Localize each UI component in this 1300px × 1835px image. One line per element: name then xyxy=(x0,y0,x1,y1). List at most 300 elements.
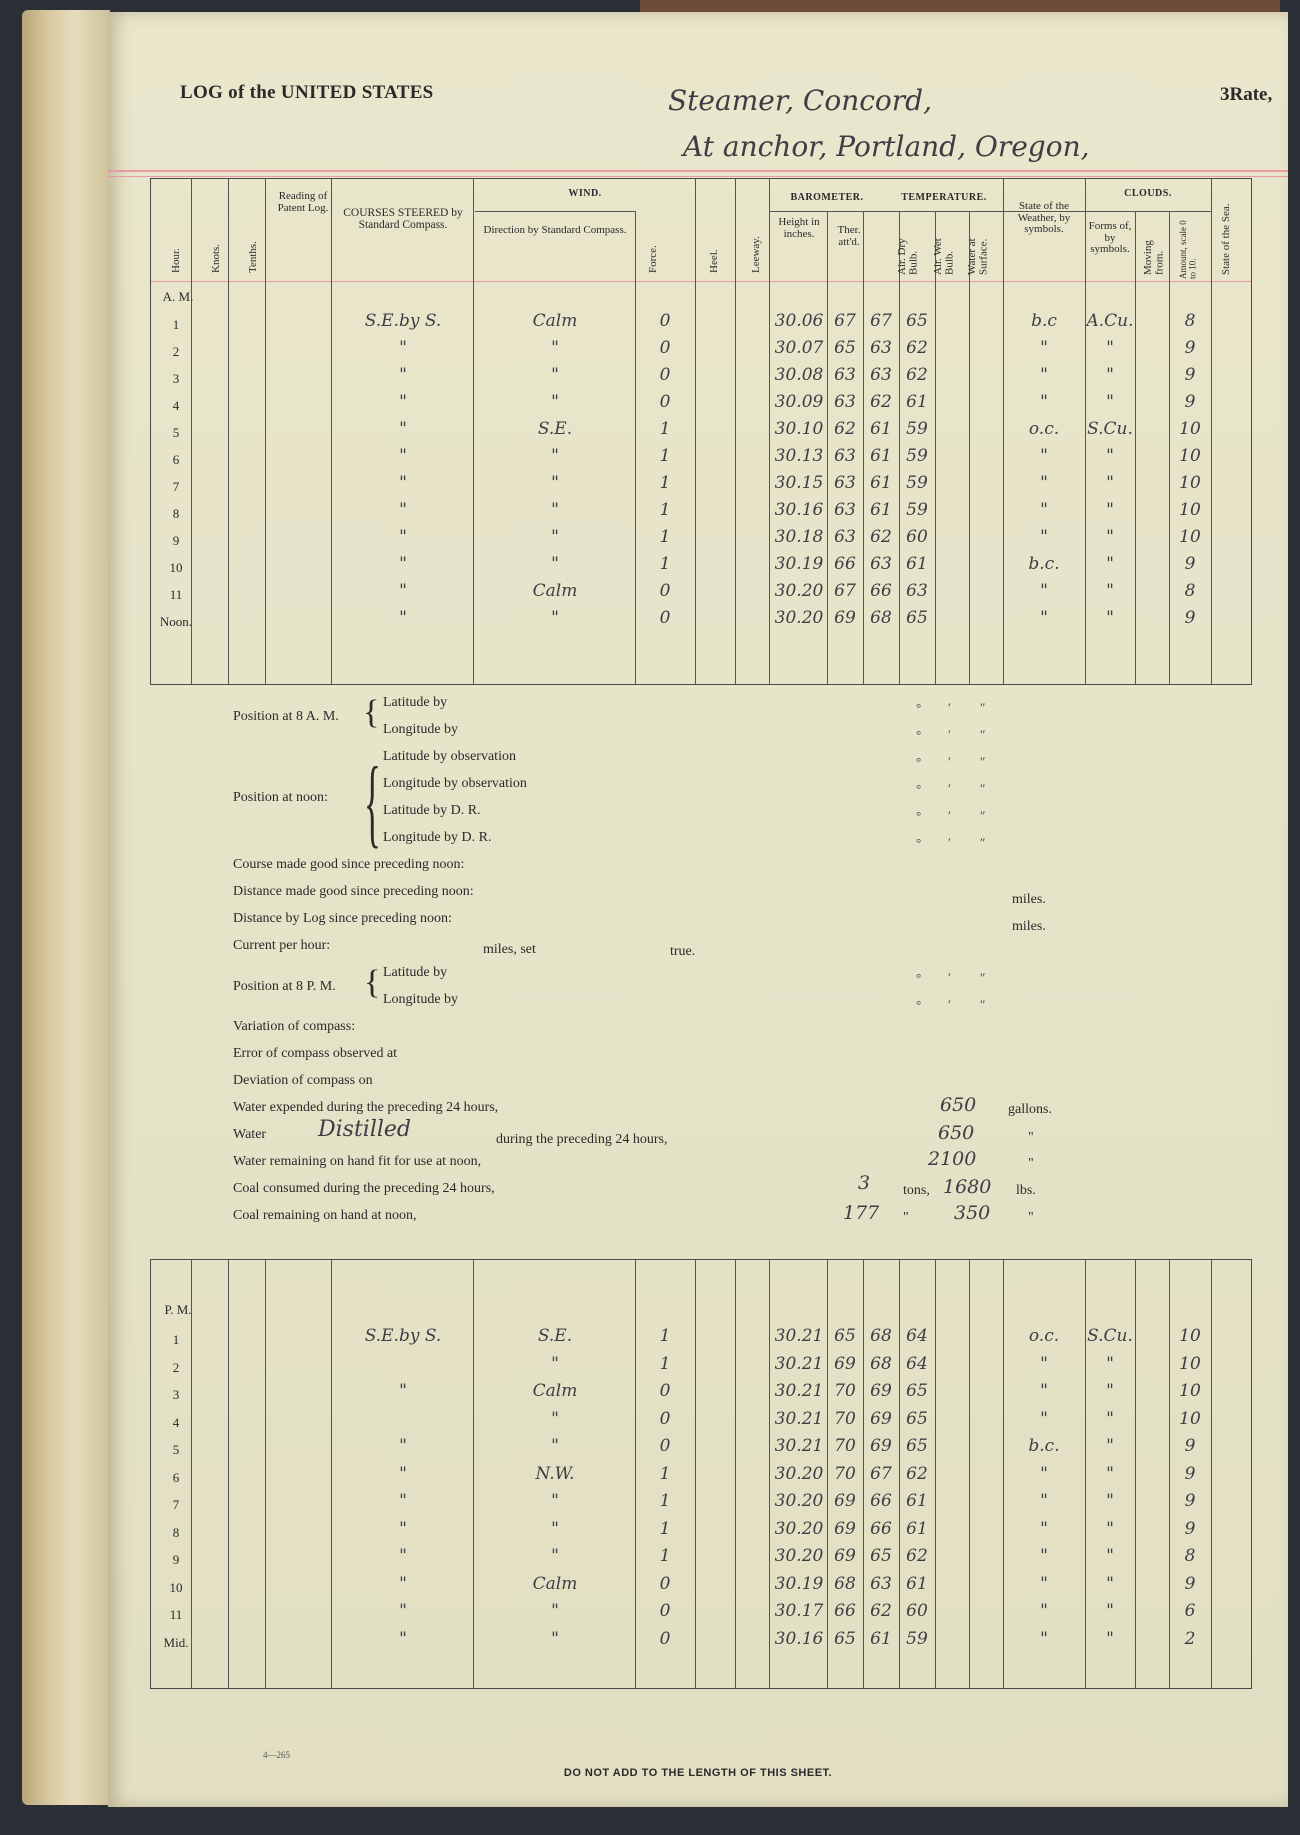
baro-height-cell: 30.20 xyxy=(774,581,824,601)
cloud-amount-cell: 10 xyxy=(1179,1326,1201,1346)
wind-direction-cell: " xyxy=(551,1546,559,1566)
table-divider xyxy=(475,211,635,212)
label-miles-made: miles. xyxy=(1012,892,1046,907)
ther-att-cell: 69 xyxy=(834,1353,856,1374)
brace: { xyxy=(364,746,381,857)
weather-cell: " xyxy=(1040,446,1048,466)
course-cell: " xyxy=(399,392,407,412)
cloud-forms-cell: " xyxy=(1106,500,1114,520)
weather-cell: " xyxy=(1040,1408,1048,1429)
wet-bulb-cell: 64 xyxy=(906,1326,928,1346)
wet-bulb-cell: 62 xyxy=(906,1546,928,1566)
wind-direction-cell: " xyxy=(551,392,559,412)
cloud-amount-cell: 9 xyxy=(1184,1463,1196,1484)
hour-label: 10 xyxy=(169,560,183,575)
course-cell: " xyxy=(399,473,407,493)
cloud-forms-cell: " xyxy=(1106,365,1114,385)
label-long-dr: Longitude by D. R. xyxy=(383,830,492,845)
table-divider xyxy=(331,1260,332,1688)
cloud-amount-cell: 8 xyxy=(1184,581,1196,601)
ther-att-cell: 70 xyxy=(834,1381,856,1401)
col-cloud-amount: Amount, scale 0 to 10. xyxy=(1178,220,1198,279)
cloud-forms-cell: " xyxy=(1106,1628,1114,1649)
ther-att-cell: 69 xyxy=(834,1491,856,1511)
wet-bulb-cell: 65 xyxy=(906,1408,928,1429)
weather-cell: o.c. xyxy=(1028,1326,1060,1346)
dry-bulb-cell: 62 xyxy=(870,527,892,547)
hour-label: 2 xyxy=(172,344,180,359)
wind-force-cell: 0 xyxy=(659,365,671,385)
brace: { xyxy=(363,694,380,731)
course-cell: " xyxy=(399,365,407,385)
cloud-amount-cell: 10 xyxy=(1179,527,1201,547)
hour-label: 8 xyxy=(172,1524,180,1540)
dry-bulb-cell: 69 xyxy=(870,1381,892,1401)
hour-label: 6 xyxy=(172,1469,180,1485)
wind-force-cell: 0 xyxy=(659,1436,671,1456)
pm-log-table xyxy=(150,1259,1252,1689)
dry-bulb-cell: 61 xyxy=(870,1628,892,1649)
am-label: A. M. xyxy=(162,289,194,304)
hour-label: 8 xyxy=(172,506,180,521)
water-expended-value: 650 xyxy=(940,1094,977,1116)
label-long-observation: Longitude by observation xyxy=(383,776,527,791)
wind-direction-cell: " xyxy=(551,1628,559,1649)
table-divider xyxy=(969,1260,970,1688)
wet-bulb-cell: 63 xyxy=(906,581,928,601)
wind-force-cell: 0 xyxy=(659,338,671,358)
wind-direction-cell: Calm xyxy=(532,311,578,331)
coal-remaining-tons: 177 xyxy=(843,1202,880,1224)
wet-bulb-cell: 61 xyxy=(906,1573,928,1594)
dry-bulb-cell: 66 xyxy=(870,1518,892,1539)
dry-bulb-cell: 69 xyxy=(870,1436,892,1456)
weather-cell: " xyxy=(1040,365,1048,385)
angle-unit-mark: ′ xyxy=(948,781,951,796)
cloud-forms-cell: S.Cu. xyxy=(1087,1326,1133,1346)
ther-att-cell: 63 xyxy=(834,500,856,520)
book-page-edges xyxy=(22,10,110,1805)
dry-bulb-cell: 68 xyxy=(870,1326,892,1346)
baro-height-cell: 30.19 xyxy=(774,1573,824,1594)
angle-unit-mark: ° xyxy=(916,727,922,742)
ther-att-cell: 65 xyxy=(834,338,856,358)
hour-label: 7 xyxy=(172,1497,180,1512)
label-course-made-good: Course made good since preceding noon: xyxy=(233,857,465,872)
dry-bulb-cell: 61 xyxy=(870,446,892,466)
wind-direction-cell: " xyxy=(551,1436,559,1456)
wind-force-cell: 1 xyxy=(659,500,671,520)
log-sheet xyxy=(108,12,1288,1807)
col-baro-height: Height in inches. xyxy=(778,216,820,240)
angle-unit-mark: ″ xyxy=(980,727,986,742)
angle-unit-mark: ° xyxy=(916,808,922,823)
baro-height-cell: 30.16 xyxy=(774,1628,824,1649)
ther-att-cell: 63 xyxy=(834,365,856,385)
hour-label: Mid. xyxy=(163,1634,189,1650)
course-cell: " xyxy=(399,500,407,520)
table-divider xyxy=(1211,179,1212,684)
cloud-forms-cell: " xyxy=(1106,1518,1114,1539)
angle-unit-mark: ′ xyxy=(948,835,951,850)
weather-cell: " xyxy=(1040,581,1048,601)
cloud-forms-cell: " xyxy=(1106,581,1114,601)
angle-unit-mark: ″ xyxy=(980,970,986,985)
rule-line xyxy=(108,176,1288,177)
angle-unit-mark: ° xyxy=(916,970,922,985)
label-coal-consumed: Coal consumed during the preceding 24 hours, xyxy=(233,1181,495,1196)
table-divider xyxy=(735,1260,736,1688)
dry-bulb-cell: 69 xyxy=(870,1408,892,1429)
col-cloud-forms: Forms of, by symbols. xyxy=(1088,220,1132,256)
col-dry-bulb: Air. Dry Bulb. xyxy=(896,238,920,275)
hour-label: 2 xyxy=(172,1359,180,1375)
hour-label: 9 xyxy=(172,1552,180,1567)
ther-att-cell: 68 xyxy=(834,1573,856,1594)
dry-bulb-cell: 66 xyxy=(870,581,892,601)
table-divider xyxy=(969,211,970,684)
course-cell: " xyxy=(399,1436,407,1456)
cloud-forms-cell: " xyxy=(1106,446,1114,466)
log-title: LOG of the UNITED STATES xyxy=(180,82,434,103)
hour-label: 3 xyxy=(172,371,180,386)
cloud-amount-cell: 8 xyxy=(1184,311,1196,331)
dry-bulb-cell: 63 xyxy=(870,554,892,574)
wind-force-cell: 1 xyxy=(659,527,671,547)
hour-label: 10 xyxy=(169,1579,183,1595)
dry-bulb-cell: 63 xyxy=(870,365,892,385)
label-true: true. xyxy=(670,944,696,959)
weather-cell: " xyxy=(1040,1491,1048,1511)
cloud-forms-cell: A.Cu. xyxy=(1086,311,1134,331)
wet-bulb-cell: 60 xyxy=(906,1601,928,1621)
wind-direction-cell: " xyxy=(551,1408,559,1429)
cloud-amount-cell: 9 xyxy=(1184,1436,1196,1456)
cloud-forms-cell: " xyxy=(1106,473,1114,493)
dry-bulb-cell: 65 xyxy=(870,1546,892,1566)
wet-bulb-cell: 64 xyxy=(906,1353,928,1374)
table-divider xyxy=(265,1260,266,1688)
course-cell: " xyxy=(399,581,407,601)
label-lat-dr: Latitude by D. R. xyxy=(383,803,481,818)
label-water-remaining: Water remaining on hand fit for use at noon, xyxy=(233,1154,482,1169)
ther-att-cell: 63 xyxy=(834,527,856,547)
label-water-expended: Water expended during the preceding 24 hours, xyxy=(233,1100,499,1115)
baro-height-cell: 30.08 xyxy=(774,365,824,385)
table-divider xyxy=(331,179,332,684)
weather-cell: " xyxy=(1040,1573,1048,1594)
hour-label: 3 xyxy=(172,1387,180,1402)
hour-label: 4 xyxy=(172,398,180,413)
weather-cell: " xyxy=(1040,338,1048,358)
wind-force-cell: 1 xyxy=(659,446,671,466)
cloud-amount-cell: 2 xyxy=(1184,1628,1196,1649)
table-divider xyxy=(1085,211,1211,212)
angle-unit-mark: ″ xyxy=(980,754,986,769)
pm-label: P. M. xyxy=(164,1302,192,1317)
cloud-amount-cell: 9 xyxy=(1184,1518,1196,1539)
dry-bulb-cell: 67 xyxy=(870,311,892,331)
angle-unit-mark: ° xyxy=(916,997,922,1012)
label-position-8pm: Position at 8 P. M. xyxy=(233,979,336,994)
weather-cell: " xyxy=(1040,1518,1048,1539)
wet-bulb-cell: 59 xyxy=(906,473,928,493)
wind-force-cell: 1 xyxy=(659,1463,671,1484)
wind-force-cell: 0 xyxy=(659,1601,671,1621)
ther-att-cell: 65 xyxy=(834,1628,856,1649)
ther-att-cell: 69 xyxy=(834,1518,856,1539)
ther-att-cell: 66 xyxy=(834,1601,856,1621)
water-type-value: Distilled xyxy=(318,1117,412,1142)
baro-height-cell: 30.07 xyxy=(774,338,824,358)
wind-direction-cell: " xyxy=(551,1353,559,1374)
dry-bulb-cell: 66 xyxy=(870,1491,892,1511)
baro-height-cell: 30.19 xyxy=(774,554,824,574)
weather-cell: " xyxy=(1040,1463,1048,1484)
label-miles-set: miles, set xyxy=(483,942,536,957)
ther-att-cell: 70 xyxy=(834,1463,856,1484)
label-lbs: lbs. xyxy=(1016,1183,1036,1198)
course-cell: " xyxy=(399,1463,407,1484)
cloud-amount-cell: 9 xyxy=(1184,392,1196,412)
ther-att-cell: 69 xyxy=(834,608,856,628)
baro-height-cell: 30.21 xyxy=(774,1436,824,1456)
angle-unit-mark: ″ xyxy=(980,997,986,1012)
wet-bulb-cell: 61 xyxy=(906,392,928,412)
ther-att-cell: 66 xyxy=(834,554,856,574)
wind-force-cell: 1 xyxy=(659,1518,671,1539)
wind-direction-cell: " xyxy=(551,1601,559,1621)
weather-cell: b.c. xyxy=(1028,554,1060,574)
cloud-forms-cell: " xyxy=(1106,527,1114,547)
label-water-during: during the preceding 24 hours, xyxy=(496,1132,668,1147)
angle-unit-mark: ° xyxy=(916,835,922,850)
course-cell: " xyxy=(399,608,407,628)
wind-direction-cell: " xyxy=(551,527,559,547)
label-gallons: gallons. xyxy=(1008,1102,1052,1117)
col-weather: State of the Weather, by symbols. xyxy=(1017,200,1071,236)
cloud-forms-cell: " xyxy=(1106,1436,1114,1456)
label-long-by-8am: Longitude by xyxy=(383,722,459,737)
cloud-forms-cell: " xyxy=(1106,1491,1114,1511)
label-lat-by-8pm: Latitude by xyxy=(383,965,448,980)
water-distilled-value: 650 xyxy=(938,1122,975,1144)
wind-direction-cell: " xyxy=(551,365,559,385)
hour-label: Noon. xyxy=(159,614,193,629)
table-divider xyxy=(1135,1260,1136,1688)
baro-height-cell: 30.20 xyxy=(774,608,824,628)
ditto-mark: " xyxy=(1028,1130,1034,1145)
angle-unit-mark: ° xyxy=(916,781,922,796)
cloud-forms-cell: " xyxy=(1106,338,1114,358)
baro-height-cell: 30.10 xyxy=(774,419,824,439)
cloud-forms-cell: " xyxy=(1106,392,1114,412)
angle-unit-mark: ″ xyxy=(980,808,986,823)
dry-bulb-cell: 61 xyxy=(870,500,892,520)
weather-cell: " xyxy=(1040,608,1048,628)
wind-direction-cell: Calm xyxy=(532,1381,578,1401)
wind-direction-cell: " xyxy=(551,1518,559,1539)
form-number: 4—265 xyxy=(263,1750,290,1760)
col-courses: COURSES STEERED by Standard Compass. xyxy=(343,207,463,232)
table-divider xyxy=(265,179,266,684)
weather-cell: " xyxy=(1040,500,1048,520)
footer-notice: DO NOT ADD TO THE LENGTH OF THIS SHEET. xyxy=(563,1767,833,1779)
course-cell: " xyxy=(399,1546,407,1566)
brace: { xyxy=(364,964,381,1001)
wind-direction-cell: " xyxy=(551,554,559,574)
hour-label: 5 xyxy=(172,1442,180,1457)
cloud-amount-cell: 9 xyxy=(1184,338,1196,358)
wind-direction-cell: S.E. xyxy=(537,419,573,439)
ditto-mark: " xyxy=(1028,1156,1034,1171)
wind-direction-cell: Calm xyxy=(532,1573,578,1594)
weather-cell: " xyxy=(1040,1628,1048,1649)
wind-force-cell: 0 xyxy=(659,1573,671,1594)
table-divider xyxy=(473,179,474,684)
course-cell: " xyxy=(399,527,407,547)
baro-height-cell: 30.21 xyxy=(774,1408,824,1429)
wet-bulb-cell: 61 xyxy=(906,1491,928,1511)
wet-bulb-cell: 62 xyxy=(906,365,928,385)
col-hour: Hour. xyxy=(170,248,182,273)
baro-height-cell: 30.20 xyxy=(774,1546,824,1566)
wet-bulb-cell: 65 xyxy=(906,1381,928,1401)
hour-label: 7 xyxy=(172,479,180,494)
wind-direction-cell: " xyxy=(551,1491,559,1511)
table-divider xyxy=(151,281,1251,282)
cloud-forms-cell: " xyxy=(1106,1573,1114,1594)
label-long-by-8pm: Longitude by xyxy=(383,992,459,1007)
cloud-amount-cell: 10 xyxy=(1179,419,1201,439)
hour-label: 5 xyxy=(172,425,180,440)
baro-height-cell: 30.09 xyxy=(774,392,824,412)
wind-direction-cell: Calm xyxy=(532,581,578,601)
wet-bulb-cell: 62 xyxy=(906,338,928,358)
ditto-mark: " xyxy=(1028,1210,1034,1225)
table-divider xyxy=(1135,211,1136,684)
coal-consumed-tons: 3 xyxy=(858,1172,871,1194)
wind-direction-cell: " xyxy=(551,473,559,493)
hour-label: 6 xyxy=(172,452,180,467)
angle-unit-mark: ° xyxy=(916,754,922,769)
weather-cell: " xyxy=(1040,1601,1048,1621)
cloud-forms-cell: " xyxy=(1106,1408,1114,1429)
label-coal-remaining: Coal remaining on hand at noon, xyxy=(233,1208,417,1223)
dry-bulb-cell: 62 xyxy=(870,1601,892,1621)
cloud-amount-cell: 10 xyxy=(1179,1408,1201,1429)
cloud-amount-cell: 9 xyxy=(1184,608,1196,628)
angle-unit-mark: ″ xyxy=(980,835,986,850)
hour-label: 11 xyxy=(169,1607,183,1622)
col-cloud-moving: Moving from. xyxy=(1142,240,1166,275)
wet-bulb-cell: 65 xyxy=(906,311,928,331)
angle-unit-mark: ′ xyxy=(948,970,951,985)
table-divider xyxy=(735,179,736,684)
cloud-forms-cell: " xyxy=(1106,554,1114,574)
wind-force-cell: 1 xyxy=(659,473,671,493)
ther-att-cell: 65 xyxy=(834,1326,856,1346)
ther-att-cell: 69 xyxy=(834,1546,856,1566)
dry-bulb-cell: 63 xyxy=(870,338,892,358)
col-tenths: Tenths. xyxy=(247,241,259,273)
rule-line xyxy=(108,170,1288,172)
label-distance-made-good: Distance made good since preceding noon: xyxy=(233,884,474,899)
coal-consumed-lbs: 1680 xyxy=(943,1176,992,1198)
course-cell: " xyxy=(399,554,407,574)
cloud-forms-cell: " xyxy=(1106,608,1114,628)
col-wind-direction: Direction by Standard Compass. xyxy=(483,224,627,236)
dry-bulb-cell: 61 xyxy=(870,473,892,493)
col-force: Force. xyxy=(647,245,659,273)
course-cell: " xyxy=(399,1601,407,1621)
wind-force-cell: 0 xyxy=(659,1628,671,1649)
cloud-forms-cell: " xyxy=(1106,1353,1114,1374)
hour-label: 1 xyxy=(172,317,180,332)
angle-unit-mark: ′ xyxy=(948,754,951,769)
col-barometer: BAROMETER. xyxy=(790,192,864,203)
wind-force-cell: 1 xyxy=(659,1546,671,1566)
wind-force-cell: 0 xyxy=(659,581,671,601)
label-water: Water xyxy=(233,1127,267,1142)
col-wind: WIND. xyxy=(568,188,602,199)
baro-height-cell: 30.17 xyxy=(774,1601,824,1621)
ther-att-cell: 70 xyxy=(834,1408,856,1429)
baro-height-cell: 30.21 xyxy=(774,1326,824,1346)
angle-unit-mark: ° xyxy=(916,700,922,715)
table-divider xyxy=(935,211,936,684)
cloud-amount-cell: 10 xyxy=(1179,500,1201,520)
cloud-amount-cell: 8 xyxy=(1184,1546,1196,1566)
am-log-table xyxy=(150,178,1252,685)
cloud-forms-cell: " xyxy=(1106,1546,1114,1566)
dry-bulb-cell: 61 xyxy=(870,419,892,439)
course-cell: " xyxy=(399,1518,407,1539)
baro-height-cell: 30.20 xyxy=(774,1463,824,1484)
table-divider xyxy=(473,1260,474,1688)
baro-height-cell: 30.18 xyxy=(774,527,824,547)
cloud-forms-cell: S.Cu. xyxy=(1087,419,1133,439)
wet-bulb-cell: 59 xyxy=(906,500,928,520)
label-deviation: Deviation of compass on xyxy=(233,1073,373,1088)
wet-bulb-cell: 59 xyxy=(906,419,928,439)
angle-unit-mark: ″ xyxy=(980,700,986,715)
cloud-amount-cell: 10 xyxy=(1179,1381,1201,1401)
cloud-amount-cell: 9 xyxy=(1184,365,1196,385)
angle-unit-mark: ″ xyxy=(980,781,986,796)
wet-bulb-cell: 62 xyxy=(906,1463,928,1484)
hour-label: 9 xyxy=(172,533,180,548)
label-tons: tons, xyxy=(903,1183,930,1198)
label-error: Error of compass observed at xyxy=(233,1046,398,1061)
wind-force-cell: 0 xyxy=(659,1408,671,1429)
course-cell: " xyxy=(399,1491,407,1511)
dry-bulb-cell: 68 xyxy=(870,608,892,628)
baro-height-cell: 30.06 xyxy=(774,311,824,331)
wet-bulb-cell: 65 xyxy=(906,1436,928,1456)
baro-height-cell: 30.20 xyxy=(774,1491,824,1511)
wet-bulb-cell: 60 xyxy=(906,527,928,547)
col-patent-log: Reading of Patent Log. xyxy=(277,190,329,214)
wet-bulb-cell: 59 xyxy=(906,1628,928,1649)
baro-height-cell: 30.21 xyxy=(774,1353,824,1374)
cloud-amount-cell: 9 xyxy=(1184,1573,1196,1594)
wind-force-cell: 1 xyxy=(659,1353,671,1374)
table-divider xyxy=(228,1260,229,1688)
vessel-name: Steamer, Concord, xyxy=(668,84,932,117)
angle-unit-mark: ′ xyxy=(948,808,951,823)
ditto-mark: " xyxy=(903,1210,909,1225)
